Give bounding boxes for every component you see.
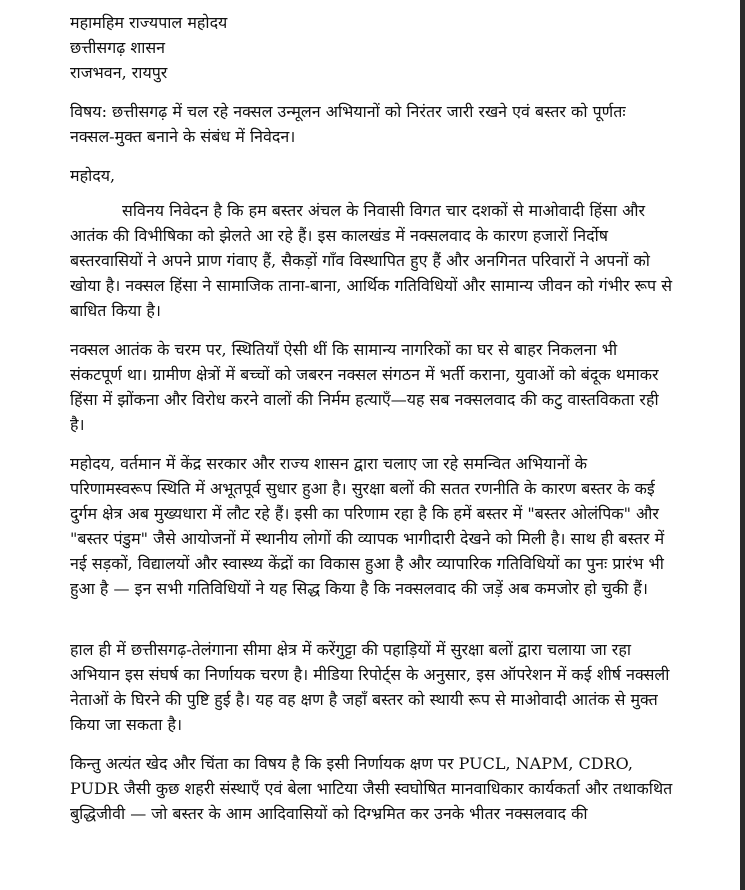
address-line-3: राजभवन, रायपुर (70, 63, 168, 82)
address-line-2: छत्तीसगढ़ शासन (70, 38, 166, 57)
paragraph-1: सविनय निवेदन है कि हम बस्तर अंचल के निवासी विगत चार दशकों से माओवादी हिंसा और आतंक की विभीषिका को झेलते आ रहे हैं। इस कालखंड में नक्सलवाद के कारण हजारों निर्दोष बस्तरवासियों ने अपने प्राण गंवाए हैं, सैकड़ों गाँव विस्थापित हुए हैं और अनगिनत परिवारों ने अपनों को खोया है। नक्सल हिंसा ने सामाजिक ताना-बाना, आर्थिक गतिविधियों और सामान्य जीवन को गंभीर रूप से बाधित किया है। (70, 201, 673, 320)
subject-line: विषय: छत्तीसगढ़ में चल रहे नक्सल उन्मूलन अभियानों को निरंतर जारी रखने एवं बस्तर को पूर्णतः नक्सल-मुक्त बनाने के संबंध में निवेदन। (70, 102, 626, 146)
paragraph-5: किन्तु अत्यंत खेद और चिंता का विषय है कि इसी निर्णायक क्षण पर PUCL, NAPM, CDRO, PUDR जैसी कुछ शहरी संस्थाएँ एवं बेला भाटिया जैसी स्वघोषित मानवाधिकार कार्यकर्ता और तथाकथित बुद्धिजीवी — जो बस्तर के आम आदिवासियों को दिग्भ्रमित कर उनके भीतर नक्सलवाद की (70, 754, 673, 823)
paragraph-2: नक्सल आतंक के चरम पर, स्थितियाँ ऐसी थीं कि सामान्य नागरिकों का घर से बाहर निकलना भी संकटपूर्ण था। ग्रामीण क्षेत्रों में बच्चों को जबरन नक्सल संगठन में भर्ती कराना, युवाओं को बंदूक थमाकर हिंसा में झोंकना और विरोध करने वालों की निर्मम हत्याएँ—यह सब नक्सलवाद की कटु वास्तविकता रही है। (70, 340, 659, 434)
paragraph-4: हाल ही में छत्तीसगढ़-तेलंगाना सीमा क्षेत्र में करेंगुट्टा की पहाड़ियों में सुरक्षा बलों द्वारा चलाया जा रहा अभियान इस संघर्ष का निर्णायक चरण है। मीडिया रिपोर्ट्स के अनुसार, इस ऑपरेशन में कई शीर्ष नक्सली नेताओं के घिरने की पुष्टि हुई है। यह वह क्षण है जहाँ बस्तर को स्थायी रूप से माओवादी आतंक से मुक्त किया जा सकता है। (70, 640, 670, 734)
address-line-1: महामहिम राज्यपाल महोदय (70, 13, 228, 32)
recipient-address (70, 10, 673, 85)
page-edge-border (740, 0, 745, 890)
salutation: महोदय, (70, 166, 116, 185)
paragraph-3: महोदय, वर्तमान में केंद्र सरकार और राज्य शासन द्वारा चलाए जा रहे समन्वित अभियानों के परिणामस्वरूप स्थिति में अभूतपूर्व सुधार हुआ है। सुरक्षा बलों की सतत रणनीति के कारण बस्तर के कई दुर्गम क्षेत्र अब मुख्यधारा में लौट रहे हैं। इसी का परिणाम रहा है कि हमें बस्तर में "बस्तर ओलंपिक" और "बस्तर पंडुम" जैसे आयोजनों में स्थानीय लोगों की व्यापक भागीदारी देखने को मिली है। साथ ही बस्तर में नई सड़कों, विद्यालयों और स्वास्थ्य केंद्रों का विकास हुआ है और व्यापारिक गतिविधियों का पुनः प्रारंभ भी हुआ है — इन सभी गतिविधियों ने यह सिद्ध किया है कि नक्सलवाद की जड़ें अब कमजोर हो चुकी हैं। (70, 454, 665, 598)
